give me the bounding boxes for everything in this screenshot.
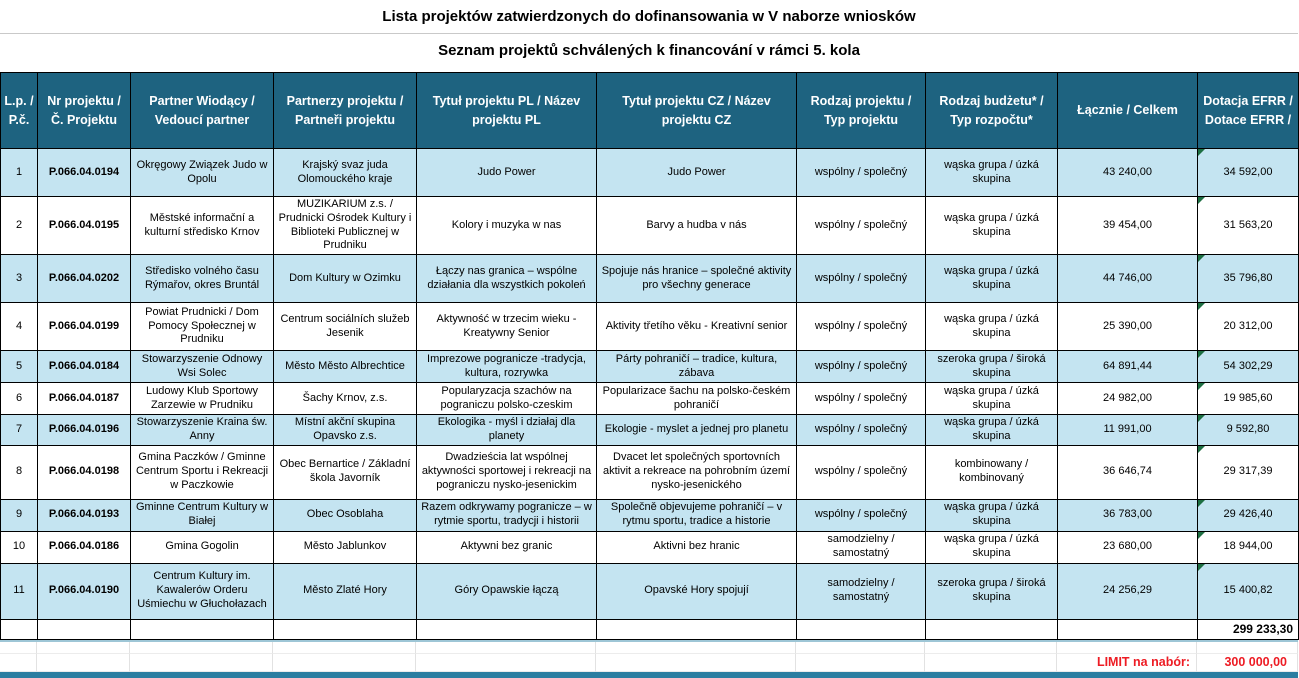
cell-text: 44 746,00 <box>1103 271 1152 284</box>
cell-text: Ekologika - myśl i działaj dla planety <box>437 416 576 442</box>
cell-text: P.066.04.0193 <box>48 508 120 521</box>
cell-text: P.066.04.0186 <box>48 540 120 553</box>
cell-project-partners[interactable] <box>274 531 417 563</box>
cell-lp[interactable] <box>1 351 38 383</box>
cell-text: 8 <box>15 465 23 478</box>
cell-text: 18 944,00 <box>1223 540 1273 553</box>
limit-value-cell[interactable]: 300 000,00 <box>1197 654 1298 672</box>
cell-title-pl[interactable] <box>417 415 597 446</box>
cell-text: 43 240,00 <box>1103 165 1152 178</box>
table-row <box>1 255 1299 303</box>
cell-project-type[interactable] <box>797 531 926 563</box>
cell-project-type[interactable] <box>797 619 926 639</box>
cell-efrr-grant[interactable] <box>1198 499 1299 531</box>
cell-project-number[interactable] <box>38 255 131 303</box>
cell-text: 5 <box>15 359 23 372</box>
cell-project-number[interactable] <box>38 415 131 446</box>
cell-text: P.066.04.0195 <box>48 218 120 231</box>
cell-text: Stowarzyszenie Kraina św. Anny <box>136 416 268 442</box>
cell-text: 25 390,00 <box>1103 319 1152 332</box>
cell-flag-triangle-icon <box>1198 149 1205 156</box>
cell-text: 2 <box>15 218 23 231</box>
cell-efrr-grant[interactable] <box>1198 303 1299 351</box>
cell-budget-type[interactable] <box>926 255 1058 303</box>
cell-title-pl[interactable] <box>417 383 597 415</box>
cell-lead-partner[interactable] <box>131 415 274 446</box>
cell-text: 11 <box>13 584 25 597</box>
table-row <box>1 197 1299 255</box>
cell-title-cz[interactable] <box>597 197 797 255</box>
cell-text: Gmina Gogolin <box>165 540 239 553</box>
cell-efrr-grant[interactable] <box>1198 197 1299 255</box>
cell-project-partners[interactable] <box>274 445 417 499</box>
cell-flag-triangle-icon <box>1198 351 1205 358</box>
cell-flag-triangle-icon <box>1198 564 1205 571</box>
cell-text: Powiat Prudnicki / Dom Pomocy Społecznej w Prudniku <box>145 305 259 346</box>
cell-title-pl[interactable] <box>417 255 597 303</box>
cell-project-number[interactable] <box>38 563 131 619</box>
sheet-cell[interactable] <box>130 642 273 654</box>
cell-project-number[interactable] <box>38 445 131 499</box>
cell-text: P.066.04.0199 <box>48 319 120 332</box>
cell-project-type[interactable] <box>797 255 926 303</box>
cell-project-partners[interactable] <box>274 255 417 303</box>
cell-budget-type[interactable] <box>926 531 1058 563</box>
cell-text: Krajský svaz juda Olomouckého kraje <box>297 158 393 185</box>
cell-title-cz[interactable] <box>597 619 797 639</box>
table-row <box>1 415 1299 446</box>
cell-text: P.066.04.0198 <box>48 465 120 478</box>
sheet-cell[interactable] <box>130 654 273 672</box>
cell-flag-triangle-icon <box>1198 383 1205 390</box>
cell-title-cz[interactable] <box>597 149 797 197</box>
cell-project-number[interactable] <box>38 531 131 563</box>
cell-budget-type[interactable] <box>926 383 1058 415</box>
sheet-cell[interactable] <box>596 642 796 654</box>
cell-text: 1 <box>15 165 23 178</box>
cell-text: 3 <box>15 271 23 284</box>
cell-title-cz[interactable] <box>597 531 797 563</box>
cell-efrr-grant[interactable] <box>1198 415 1299 446</box>
cell-text: Městské informační a kulturní středisko Krnov <box>144 211 260 238</box>
cell-project-partners[interactable] <box>274 351 417 383</box>
cell-text: P.066.04.0194 <box>48 165 120 178</box>
cell-project-type[interactable] <box>797 351 926 383</box>
sheet-cell[interactable] <box>925 654 1057 672</box>
cell-flag-triangle-icon <box>1198 197 1205 204</box>
cell-title-pl[interactable] <box>417 499 597 531</box>
cell-total[interactable] <box>1058 619 1198 639</box>
cell-project-partners[interactable] <box>274 619 417 639</box>
cell-text: szeroka grupa / široká skupina <box>937 577 1046 603</box>
table-row <box>1 351 1299 383</box>
cell-efrr-grant[interactable] <box>1198 619 1299 639</box>
cell-text: Judo Power <box>667 165 726 178</box>
cell-total[interactable] <box>1058 303 1198 351</box>
cell-text: Město Město Albrechtice <box>285 359 405 372</box>
column-header-efrr-grant[interactable]: Dotacja EFRR / Dotace EFRR / <box>1198 73 1299 149</box>
cell-text: 19 985,60 <box>1223 391 1273 404</box>
cell-lead-partner[interactable] <box>131 531 274 563</box>
cell-lead-partner[interactable] <box>131 445 274 499</box>
cell-text: Barvy a hudba v nás <box>646 218 747 231</box>
cell-text: Aktywność w trzecim wieku - Kreatywny Senior <box>436 312 577 339</box>
sheet-cell[interactable] <box>273 654 416 672</box>
cell-text: Aktivni bez hranic <box>653 540 740 553</box>
cell-text: Stowarzyszenie Odnowy Wsi Solec <box>141 352 263 379</box>
cell-lead-partner[interactable] <box>131 303 274 351</box>
cell-text: 4 <box>15 319 23 332</box>
cell-text: wspólny / společný <box>814 165 908 178</box>
cell-text: wąska grupa / úzká skupina <box>944 501 1039 527</box>
cell-text: Gmina Paczków / Gminne Centrum Sportu i Rekreacji w Paczkowie <box>135 451 269 491</box>
cell-project-type[interactable] <box>797 383 926 415</box>
cell-flag-triangle-icon <box>1198 446 1205 453</box>
cell-lp[interactable] <box>1 255 38 303</box>
cell-lp[interactable] <box>1 619 38 639</box>
cell-project-number[interactable] <box>38 303 131 351</box>
cell-project-number[interactable] <box>38 149 131 197</box>
cell-text: Okręgowy Związek Judo w Opolu <box>136 158 268 185</box>
table-row <box>1 563 1299 619</box>
cell-text: Gminne Centrum Kultury w Białej <box>135 501 269 527</box>
cell-title-cz[interactable] <box>597 499 797 531</box>
cell-project-partners[interactable] <box>274 563 417 619</box>
cell-budget-type[interactable] <box>926 499 1058 531</box>
limit-label-cell[interactable]: LIMIT na nabór: <box>1057 654 1197 672</box>
cell-text: wąska grupa / úzká skupina <box>944 533 1039 559</box>
cell-lead-partner[interactable] <box>131 255 274 303</box>
cell-total[interactable] <box>1058 499 1198 531</box>
cell-text: Judo Power <box>477 165 536 178</box>
table-row <box>1 499 1299 531</box>
cell-text: 64 891,44 <box>1103 359 1152 372</box>
cell-text: 9 <box>15 508 23 521</box>
cell-text: 39 454,00 <box>1103 218 1152 231</box>
sheet-cell[interactable] <box>273 642 416 654</box>
limit-row <box>0 654 1298 672</box>
cell-project-partners[interactable] <box>274 197 417 255</box>
cell-text: Město Zlaté Hory <box>303 584 387 597</box>
cell-text: 23 680,00 <box>1103 540 1152 553</box>
cell-total[interactable] <box>1058 531 1198 563</box>
cell-text: Ekologie - myslet a jednej pro planetu <box>604 422 789 435</box>
cell-text: 31 563,20 <box>1223 218 1273 231</box>
cell-text: 24 982,00 <box>1103 391 1152 404</box>
cell-text: Góry Opawskie łączą <box>454 584 559 597</box>
cell-text: wąska grupa / úzká skupina <box>944 158 1039 185</box>
projects-table <box>0 72 1299 640</box>
cell-text: Ludowy Klub Sportowy Zarzewie w Prudniku <box>146 384 258 411</box>
cell-total[interactable] <box>1058 383 1198 415</box>
cell-flag-triangle-icon <box>1198 532 1205 539</box>
cell-budget-type[interactable] <box>926 619 1058 639</box>
cell-text: Łączy nas granica – wspólne działania dla wszystkich pokoleń <box>427 264 586 291</box>
table-row <box>1 383 1299 415</box>
cell-text: P.066.04.0187 <box>48 391 120 404</box>
cell-text: P.066.04.0184 <box>48 359 120 372</box>
cell-project-partners[interactable] <box>274 383 417 415</box>
cell-lead-partner[interactable] <box>131 383 274 415</box>
cell-project-partners[interactable] <box>274 499 417 531</box>
cell-lp[interactable] <box>1 563 38 619</box>
cell-budget-type[interactable] <box>926 303 1058 351</box>
cell-text: Dom Kultury w Ozimku <box>289 271 401 284</box>
cell-text: 6 <box>15 391 23 404</box>
cell-text: 24 256,29 <box>1103 584 1152 597</box>
column-header-title-cz[interactable]: Tytuł projektu CZ / Název projektu CZ <box>597 73 797 149</box>
cell-text: wspólny / společný <box>814 465 908 478</box>
cell-text: Centrum Kultury im. Kawalerów Orderu Uśmiechu w Głuchołazach <box>137 570 267 610</box>
cell-text: 20 312,00 <box>1223 319 1273 332</box>
document-title-cz: Seznam projektů schválených k financování v rámci 5. kola <box>438 41 860 59</box>
cell-text: 36 783,00 <box>1103 508 1152 521</box>
cell-efrr-grant[interactable] <box>1198 351 1299 383</box>
cell-project-partners[interactable] <box>274 415 417 446</box>
sheet-cell[interactable] <box>0 642 37 654</box>
cell-text: P.066.04.0190 <box>48 584 120 597</box>
cell-text: Dvacet let společných sportovních aktivit a rekreace na pohrobním území nysko-jesenického <box>602 451 791 491</box>
cell-total[interactable] <box>1058 351 1198 383</box>
cell-text: wąska grupa / úzká skupina <box>944 211 1039 238</box>
sheet-cell[interactable] <box>925 642 1057 654</box>
cell-project-type[interactable] <box>797 149 926 197</box>
sheet-cell[interactable] <box>796 642 925 654</box>
cell-text: Šachy Krnov, z.s. <box>302 391 388 404</box>
cell-text: 29 317,39 <box>1223 465 1273 478</box>
cell-text: Dwadzieścia lat wspólnej aktywności sportowej i rekreacji na pograniczu nysko-jesenickim <box>421 451 592 491</box>
cell-text: Kolory i muzyka w nas <box>451 218 562 231</box>
cell-text: 9 592,80 <box>1226 422 1270 435</box>
cell-text: Společně objevujeme pohraničí – v rytmu sportu, tradice a historie <box>610 501 783 527</box>
column-header-budget-type[interactable]: Rodzaj budżetu* / Typ rozpočtu* <box>926 73 1058 149</box>
sheet-cell[interactable] <box>416 654 596 672</box>
cell-title-pl[interactable] <box>417 197 597 255</box>
cell-title-pl[interactable] <box>417 445 597 499</box>
cell-lead-partner[interactable] <box>131 197 274 255</box>
cell-text: wspólny / společný <box>814 391 908 404</box>
column-header-project-type[interactable]: Rodzaj projektu / Typ projektu <box>797 73 926 149</box>
cell-project-type[interactable] <box>797 197 926 255</box>
table-row <box>1 445 1299 499</box>
cell-lp[interactable] <box>1 383 38 415</box>
cell-text: samodzielny / samostatný <box>827 533 895 559</box>
cell-total[interactable] <box>1058 445 1198 499</box>
cell-text: Obec Bernartice / Základní škola Javorník <box>279 458 411 484</box>
cell-title-pl[interactable] <box>417 351 597 383</box>
cell-lp[interactable] <box>1 197 38 255</box>
sheet-cell[interactable] <box>0 654 37 672</box>
cell-title-cz[interactable] <box>597 415 797 446</box>
cell-project-type[interactable] <box>797 415 926 446</box>
sheet-cell[interactable] <box>1057 642 1197 654</box>
cell-text: P.066.04.0196 <box>48 422 120 435</box>
cell-text: wspólny / společný <box>814 218 908 231</box>
cell-title-cz[interactable] <box>597 303 797 351</box>
cell-project-number[interactable] <box>38 351 131 383</box>
cell-title-pl[interactable] <box>417 563 597 619</box>
cell-lead-partner[interactable] <box>131 563 274 619</box>
cell-total[interactable] <box>1058 255 1198 303</box>
cell-lp[interactable] <box>1 415 38 446</box>
cell-title-pl[interactable] <box>417 531 597 563</box>
cell-project-type[interactable] <box>797 563 926 619</box>
column-header-lead-partner[interactable]: Partner Wiodący / Vedoucí partner <box>131 73 274 149</box>
cell-text: Obec Osoblaha <box>306 508 384 521</box>
cell-budget-type[interactable] <box>926 563 1058 619</box>
cell-title-pl[interactable] <box>417 303 597 351</box>
cell-text: Město Jablunkov <box>303 540 387 553</box>
cell-text: Párty pohraničí – tradice, kultura, zábava <box>615 352 778 379</box>
cell-text: Popularyzacja szachów na pograniczu polsko-czeskim <box>440 384 573 411</box>
cell-text: Razem odkrywamy pogranicze – w rytmie sportu, tradycji i historii <box>421 501 592 527</box>
cell-lp[interactable] <box>1 303 38 351</box>
column-header-total[interactable]: Łącznie / Celkem <box>1058 73 1198 149</box>
column-header-project-partners[interactable]: Partnerzy projektu / Partneři projektu <box>274 73 417 149</box>
cell-text: kombinowany / kombinovaný <box>954 458 1029 484</box>
cell-title-cz[interactable] <box>597 563 797 619</box>
cell-text: wąska grupa / úzká skupina <box>944 416 1039 442</box>
column-header-lp[interactable]: L.p. / P.č. <box>1 73 38 149</box>
totals-row <box>1 619 1299 639</box>
cell-text: 7 <box>15 422 23 435</box>
cell-text: wspólny / společný <box>814 319 908 332</box>
column-header-project-number[interactable]: Nr projektu / Č. Projektu <box>38 73 131 149</box>
cell-text: Spojuje nás hranice – společné aktivity pro všechny generace <box>601 264 792 291</box>
cell-text: wspólny / společný <box>814 359 908 372</box>
cell-text: Popularizace šachu na polsko-českém pohraničí <box>602 384 791 411</box>
cell-efrr-grant[interactable] <box>1198 383 1299 415</box>
cell-project-number[interactable] <box>38 383 131 415</box>
cell-lp[interactable] <box>1 499 38 531</box>
cell-text: wspólny / společný <box>814 271 908 284</box>
cell-text: wąska grupa / úzká skupina <box>944 264 1039 291</box>
cell-flag-triangle-icon <box>1198 255 1205 262</box>
cell-text: Aktywni bez granic <box>460 540 553 553</box>
cell-title-cz[interactable] <box>597 445 797 499</box>
sheet-cell[interactable] <box>796 654 925 672</box>
cell-budget-type[interactable] <box>926 149 1058 197</box>
cell-text: wąska grupa / úzká skupina <box>944 384 1039 411</box>
cell-lp[interactable] <box>1 445 38 499</box>
cell-efrr-grant[interactable] <box>1198 563 1299 619</box>
cell-project-partners[interactable] <box>274 303 417 351</box>
cell-text: 29 426,40 <box>1223 508 1273 521</box>
cell-text: szeroka grupa / široká skupina <box>937 352 1046 379</box>
cell-text: wąska grupa / úzká skupina <box>944 312 1039 339</box>
cell-lp[interactable] <box>1 531 38 563</box>
cell-project-number[interactable] <box>38 197 131 255</box>
table-row <box>1 149 1299 197</box>
sheet-cell[interactable] <box>37 642 130 654</box>
column-header-title-pl[interactable]: Tytuł projektu PL / Název projektu PL <box>417 73 597 149</box>
table-header-row <box>1 73 1299 149</box>
table-row <box>1 531 1299 563</box>
cell-project-number[interactable] <box>38 619 131 639</box>
cell-text: wspólny / společný <box>814 508 908 521</box>
document-title-pl: Lista projektów zatwierdzonych do dofinansowania w V naborze wniosków <box>0 0 1298 34</box>
cell-total[interactable] <box>1058 149 1198 197</box>
cell-text: 36 646,74 <box>1103 465 1152 478</box>
cell-text: samodzielny / samostatný <box>827 577 895 603</box>
cell-text: 299 233,30 <box>1232 621 1293 636</box>
sheet-cell[interactable] <box>416 642 596 654</box>
table-row <box>1 303 1299 351</box>
sheet-cell[interactable] <box>1197 642 1298 654</box>
cell-lead-partner[interactable] <box>131 149 274 197</box>
cell-title-pl[interactable] <box>417 149 597 197</box>
cell-title-pl[interactable] <box>417 619 597 639</box>
cell-efrr-grant[interactable] <box>1198 255 1299 303</box>
bottom-teal-bar <box>0 672 1298 678</box>
cell-text: Aktivity třetího věku - Kreativní senior <box>605 319 788 332</box>
cell-lead-partner[interactable] <box>131 499 274 531</box>
cell-text: 15 400,82 <box>1223 584 1273 597</box>
cell-text: Centrum sociálních služeb Jesenik <box>280 312 410 339</box>
cell-lead-partner[interactable] <box>131 619 274 639</box>
cell-efrr-grant[interactable] <box>1198 445 1299 499</box>
cell-total[interactable] <box>1058 415 1198 446</box>
cell-text: 10 <box>12 540 26 553</box>
sheet-cell[interactable] <box>596 654 796 672</box>
cell-project-type[interactable] <box>797 445 926 499</box>
cell-text: Místní akční skupina Opavsko z.s. <box>294 416 396 442</box>
empty-sheet-row <box>0 642 1298 654</box>
cell-project-type[interactable] <box>797 303 926 351</box>
cell-text: 35 796,80 <box>1223 271 1273 284</box>
cell-flag-triangle-icon <box>1198 500 1205 507</box>
cell-text: P.066.04.0202 <box>48 271 120 284</box>
cell-flag-triangle-icon <box>1198 303 1205 310</box>
cell-text: Opavské Hory spojují <box>644 584 749 597</box>
cell-text: 11 991,00 <box>1103 422 1152 435</box>
cell-budget-type[interactable] <box>926 415 1058 446</box>
cell-budget-type[interactable] <box>926 197 1058 255</box>
cell-efrr-grant[interactable] <box>1198 149 1299 197</box>
cell-budget-type[interactable] <box>926 351 1058 383</box>
cell-title-cz[interactable] <box>597 383 797 415</box>
cell-lp[interactable] <box>1 149 38 197</box>
cell-project-type[interactable] <box>797 499 926 531</box>
cell-text: 34 592,00 <box>1223 165 1273 178</box>
cell-project-number[interactable] <box>38 499 131 531</box>
cell-budget-type[interactable] <box>926 445 1058 499</box>
cell-text: wspólny / společný <box>814 422 908 435</box>
cell-efrr-grant[interactable] <box>1198 531 1299 563</box>
cell-total[interactable] <box>1058 563 1198 619</box>
cell-text: Středisko volného času Rýmařov, okres Bruntál <box>144 264 260 291</box>
cell-text: MUZIKARIUM z.s. / Prudnicki Ośrodek Kultury i Biblioteki Publicznej w Prudniku <box>278 198 412 252</box>
cell-project-partners[interactable] <box>274 149 417 197</box>
cell-lead-partner[interactable] <box>131 351 274 383</box>
cell-total[interactable] <box>1058 197 1198 255</box>
cell-title-cz[interactable] <box>597 255 797 303</box>
cell-text: 54 302,29 <box>1223 359 1273 372</box>
sheet-cell[interactable] <box>37 654 130 672</box>
cell-flag-triangle-icon <box>1198 415 1205 422</box>
cell-text: Imprezowe pogranicze -tradycja, kultura, rozrywka <box>427 352 586 379</box>
cell-title-cz[interactable] <box>597 351 797 383</box>
